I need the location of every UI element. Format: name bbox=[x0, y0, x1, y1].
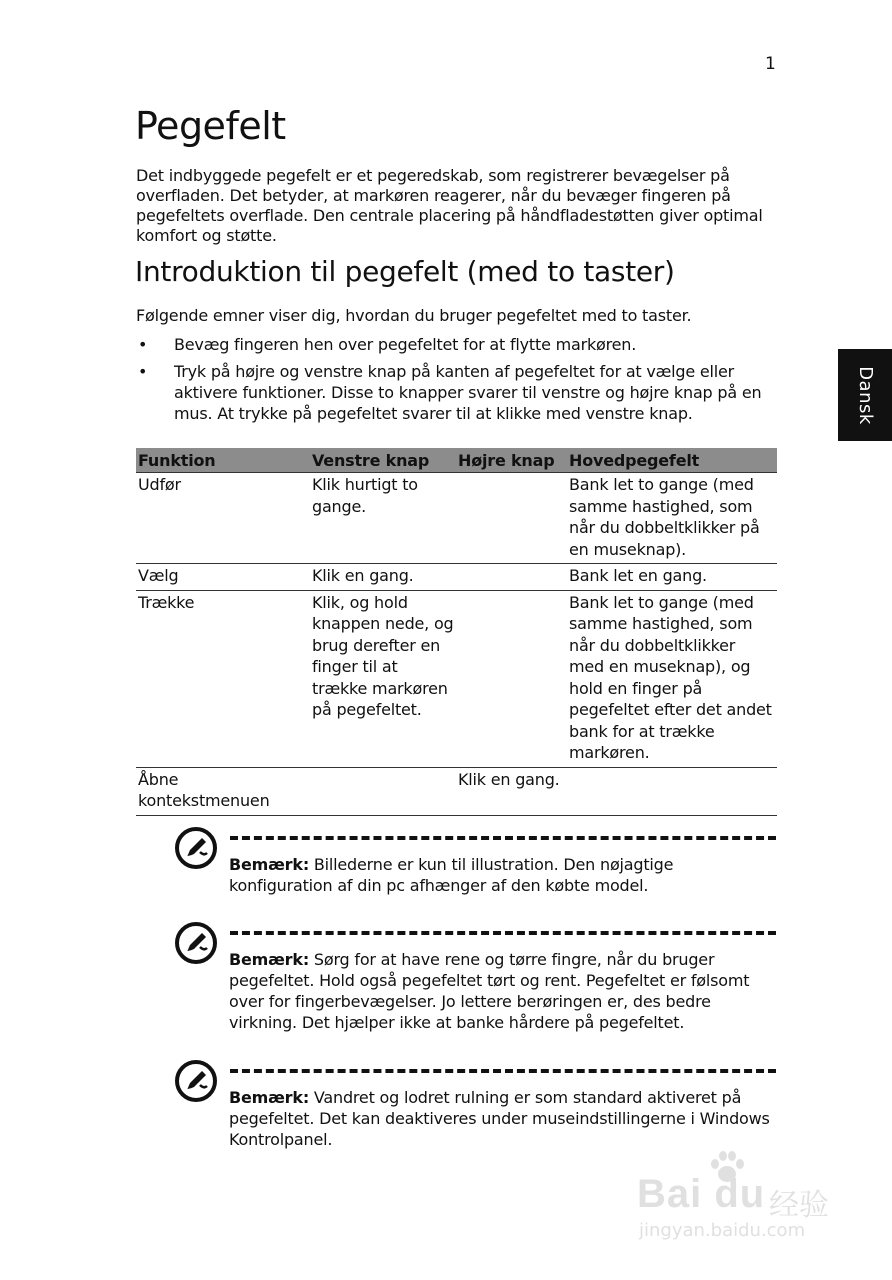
bullet-dot: • bbox=[138, 362, 148, 381]
note-divider bbox=[230, 1069, 776, 1073]
note-divider bbox=[230, 931, 776, 935]
bullet-dot: • bbox=[138, 335, 148, 354]
note-body: Sørg for at have rene og tørre fingre, når du bruger pegefeltet. Hold også pegefeltet tørt og rent. Pegefeltet er følsomt over for fingerbevægelser. Jo lettere berøringen er, des bedre virkning. Det hjælper ikke at banke hårdere på pegefeltet. bbox=[229, 950, 750, 1032]
note-text bbox=[229, 949, 774, 1033]
header-hovedpegefelt: Hovedpegefelt bbox=[567, 448, 777, 473]
header-hojre-knap: Højre knap bbox=[456, 448, 567, 473]
watermark-url: jingyan.baidu.com bbox=[639, 1220, 806, 1241]
language-tab-label: Dansk bbox=[854, 365, 876, 425]
table-cell bbox=[456, 564, 567, 591]
note-label: Bemærk: bbox=[229, 855, 310, 874]
bullet-text: Bevæg fingeren hen over pegefeltet for at flytte markøren. bbox=[174, 335, 637, 354]
note-block bbox=[174, 921, 784, 1045]
table-header-row bbox=[136, 448, 777, 473]
table-cell: Vælg bbox=[136, 564, 310, 591]
section-heading: Introduktion til pegefelt (med to taster) bbox=[135, 255, 675, 288]
table-cell: Åbne kontekstmenuen bbox=[136, 767, 310, 815]
note-text bbox=[229, 1087, 774, 1150]
bullet-item bbox=[136, 361, 781, 424]
note-text bbox=[229, 854, 774, 896]
table-cell: Klik en gang. bbox=[310, 564, 456, 591]
table-cell bbox=[567, 767, 777, 815]
table-cell bbox=[456, 590, 567, 767]
table-cell: Bank let en gang. bbox=[567, 564, 777, 591]
table-cell bbox=[310, 767, 456, 815]
section-lead: Følgende emner viser dig, hvordan du bruger pegefeltet med to taster. bbox=[136, 306, 692, 325]
table-cell: Udfør bbox=[136, 473, 310, 564]
page-number: 1 bbox=[765, 54, 776, 74]
note-body: Vandret og lodret rulning er som standard aktiveret på pegefeltet. Det kan deaktiveres under museindstillingerne i Windows Kontrolpanel. bbox=[229, 1088, 770, 1149]
note-label: Bemærk: bbox=[229, 950, 310, 969]
table-cell: Bank let to gange (med samme hastighed, som når du dobbeltklikker med en museknap), og hold en finger på pegefeltet efter det andet bank for at trække markøren. bbox=[567, 590, 777, 767]
note-block bbox=[174, 1059, 784, 1163]
table-cell bbox=[456, 473, 567, 564]
note-pen-icon bbox=[174, 826, 218, 870]
note-pen-icon bbox=[174, 921, 218, 965]
note-pen-icon bbox=[174, 1059, 218, 1103]
bullet-list bbox=[136, 334, 781, 430]
watermark-chinese: 经验 bbox=[769, 1188, 829, 1223]
language-side-tab bbox=[838, 349, 892, 441]
intro-paragraph: Det indbyggede pegefelt er et pegeredskab, som registrerer bevægelser på overfladen. Det betyder, at markøren reagerer, når du bevæger fingeren på pegefeltets overflade. Den centrale placering på håndfladestøtten giver optimal komfort og støtte. bbox=[136, 166, 763, 245]
baidu-watermark bbox=[637, 1150, 847, 1250]
table-row bbox=[136, 473, 777, 564]
table-cell: Trække bbox=[136, 590, 310, 767]
note-block bbox=[174, 826, 784, 910]
note-divider bbox=[230, 836, 776, 840]
table-row bbox=[136, 564, 777, 591]
table-cell: Klik en gang. bbox=[456, 767, 567, 815]
table-cell: Bank let to gange (med samme hastighed, som når du dobbeltklikker på en museknap). bbox=[567, 473, 777, 564]
table-row bbox=[136, 590, 777, 767]
header-funktion: Funktion bbox=[136, 448, 310, 473]
page-title: Pegefelt bbox=[135, 104, 286, 148]
table-cell: Klik, og hold knappen nede, og brug derefter en finger til at trække markøren på pegefeltet. bbox=[310, 590, 456, 767]
table-row bbox=[136, 767, 777, 815]
bullet-item bbox=[136, 334, 781, 355]
note-body: Billederne er kun til illustration. Den nøjagtige konfiguration af din pc afhænger af den købte model. bbox=[229, 855, 674, 895]
table-cell: Klik hurtigt to gange. bbox=[310, 473, 456, 564]
function-table bbox=[136, 448, 777, 816]
watermark-brand: Bai du bbox=[637, 1172, 766, 1216]
bullet-text: Tryk på højre og venstre knap på kanten af pegefeltet for at vælge eller aktivere funktioner. Disse to knapper svarer til venstre og højre knap på en mus. At trykke på pegefeltet svarer til at klikke med venstre knap. bbox=[174, 362, 762, 423]
header-venstre-knap: Venstre knap bbox=[310, 448, 456, 473]
note-label: Bemærk: bbox=[229, 1088, 310, 1107]
